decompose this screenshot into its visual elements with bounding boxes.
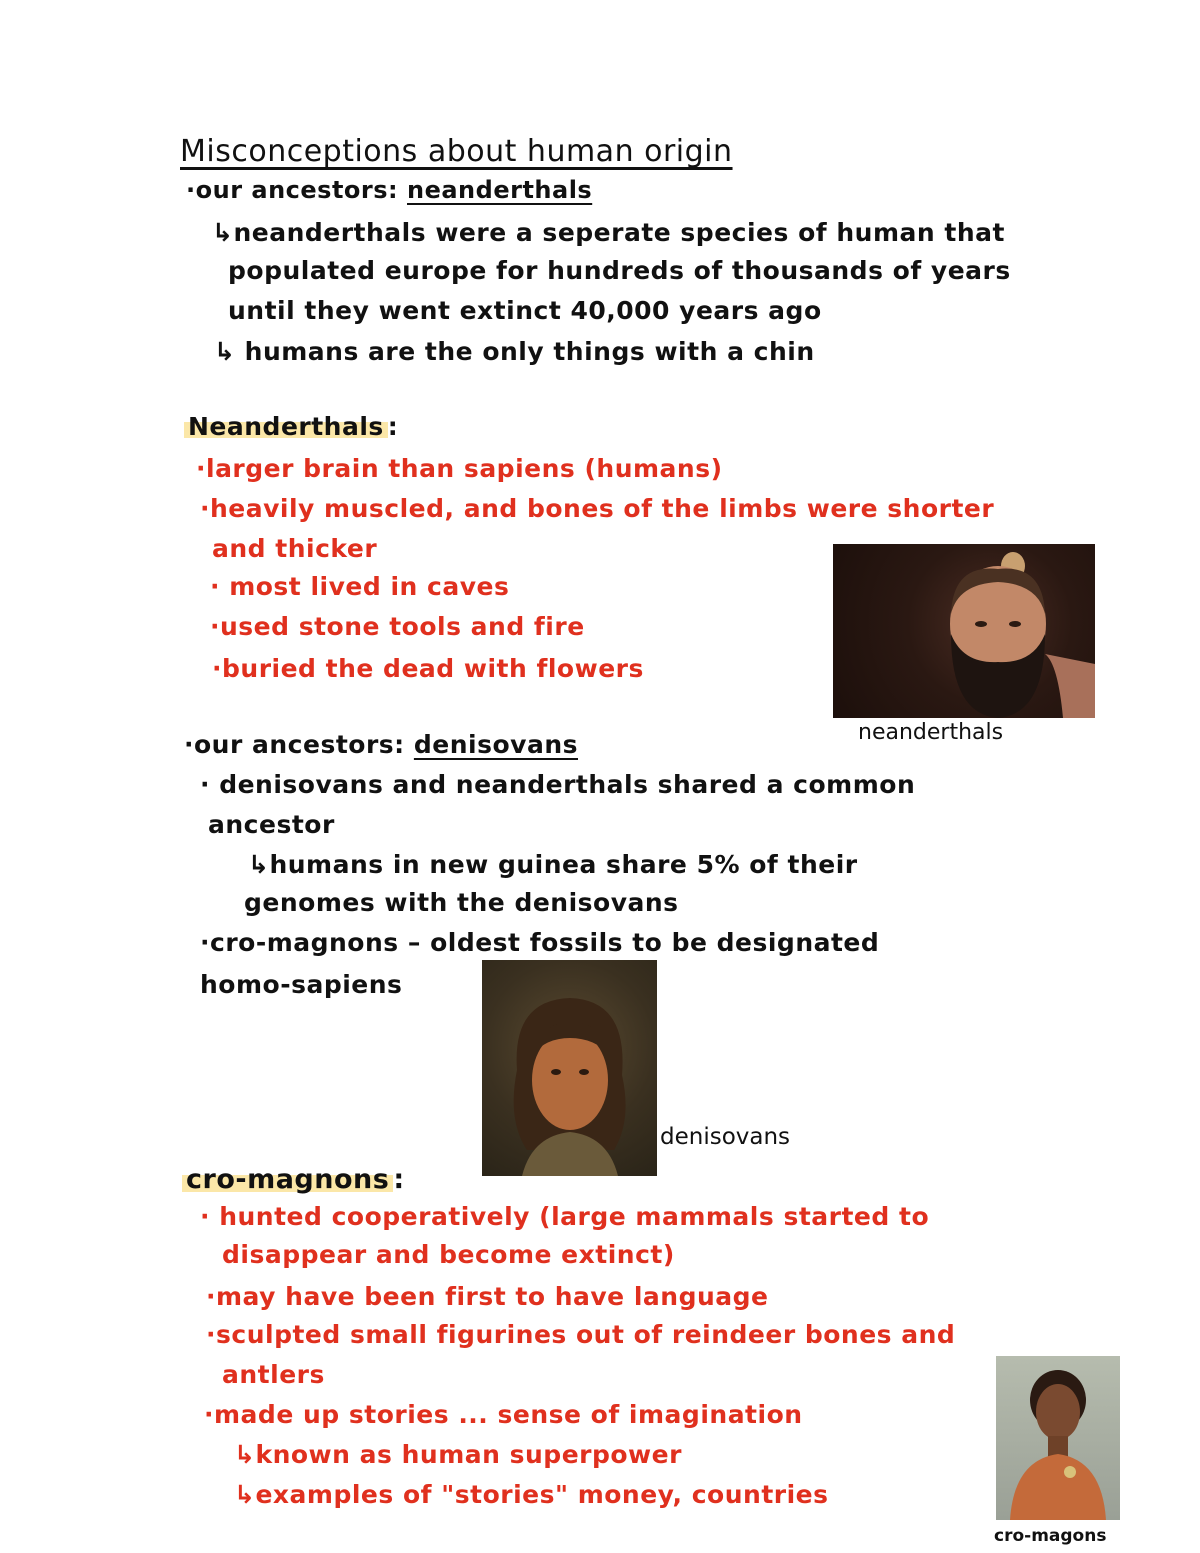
note-line: ·cro-magnons – oldest fossils to be designated — [200, 928, 880, 957]
ancestors-prefix: ·our ancestors: — [186, 176, 399, 204]
fact-line: ·may have been first to have language — [206, 1282, 769, 1311]
fact-line: · most lived in caves — [210, 572, 510, 601]
note-line: populated europe for hundreds of thousands of years — [228, 256, 1011, 285]
fact-line: disappear and become extinct) — [222, 1240, 675, 1269]
fact-line: ·heavily muscled, and bones of the limbs were shorter — [200, 494, 995, 523]
heading-colon: : — [393, 1164, 405, 1195]
note-line: ancestor — [208, 810, 335, 839]
heading-highlight: Neanderthals — [184, 412, 388, 441]
fact-line: and thicker — [212, 534, 378, 563]
heading-highlight: cro-magnons — [182, 1164, 393, 1195]
page-title: Misconceptions about human origin — [180, 134, 733, 169]
ancestors-heading-neanderthals — [186, 176, 592, 204]
note-line: · denisovans and neanderthals shared a common — [200, 770, 916, 799]
fact-line: ·made up stories ... sense of imagination — [204, 1400, 803, 1429]
fact-line: · hunted cooperatively (large mammals started to — [200, 1202, 930, 1231]
fact-line: ·buried the dead with flowers — [212, 654, 644, 683]
denisovan-photo — [482, 960, 657, 1176]
note-line: homo-sapiens — [200, 970, 403, 999]
neanderthal-caption: neanderthals — [858, 720, 1004, 745]
ancestors-prefix: ·our ancestors: — [184, 730, 405, 759]
section-heading-neanderthals — [184, 412, 398, 441]
note-line: genomes with the denisovans — [244, 888, 679, 917]
heading-colon: : — [387, 412, 399, 441]
cromagnon-caption: cro-magons — [994, 1526, 1107, 1546]
neanderthal-photo — [833, 544, 1095, 718]
cromagnon-photo — [996, 1356, 1120, 1520]
fact-line: ·sculpted small figurines out of reindeer bones and — [206, 1320, 956, 1349]
denisovan-caption: denisovans — [660, 1124, 791, 1150]
ancestors-heading-denisovans — [184, 730, 578, 759]
section-heading-cromagnons — [182, 1164, 405, 1195]
note-line: ↳humans in new guinea share 5% of their — [248, 850, 858, 879]
ancestors-label: denisovans — [413, 730, 579, 759]
ancestors-label: neanderthals — [407, 176, 593, 204]
fact-line: ↳known as human superpower — [234, 1440, 682, 1469]
note-line: ↳neanderthals were a seperate species of human that — [212, 218, 1005, 247]
fact-line: ↳examples of "stories" money, countries — [234, 1480, 829, 1509]
fact-line: antlers — [222, 1360, 325, 1389]
note-line: ↳ humans are the only things with a chin — [214, 337, 815, 366]
fact-line: ·used stone tools and fire — [210, 612, 585, 641]
note-line: until they went extinct 40,000 years ago — [228, 296, 822, 325]
fact-line: ·larger brain than sapiens (humans) — [196, 454, 723, 483]
